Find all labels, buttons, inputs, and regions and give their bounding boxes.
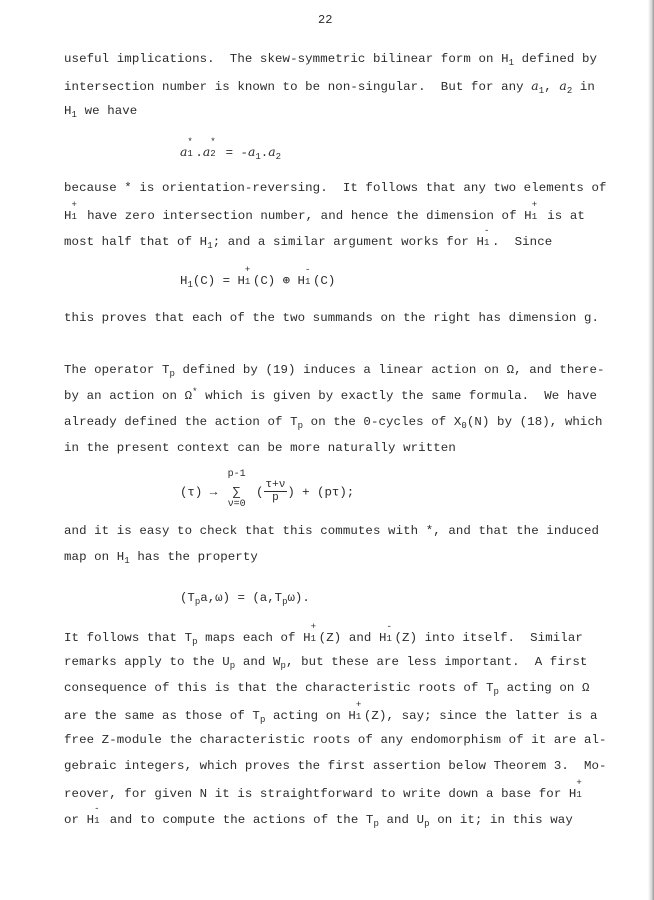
text-line: consequence of this is that the characteristic roots of $T_p$ acting on Ω [64,681,590,697]
summation-sign: p-1 ∑ ν=0 [227,469,246,511]
text-line: and it is easy to check that this commutes with *, and that the induced [64,524,600,538]
text-line: this proves that each of the two summands on the right has dimension g. [64,311,600,325]
text-line: most half that of $H_1$; and a similar argument works for H - 1 . Since [64,226,553,251]
text-line: intersection number is known to be non-singular. But for any $a_1$, $a_2$ in [64,78,595,96]
text-line: H + 1 have zero intersection number, and hence the dimension of H + 1 is at [64,200,585,223]
text-line: are the same as those of $T_p$ acting on H + 1 (Z), say; since the latter is a [64,700,598,725]
text-line: map on $H_1$ has the property [64,550,258,566]
text-line: reover, for given N it is straightforward to write down a base for H + 1 [64,778,582,801]
text-line: because * is orientation-reversing. It follows that any two elements of [64,181,607,195]
text-line: by an action on Ω* which is given by exactly the same formula. We have [64,387,598,403]
fraction: $\frac{\tau+\nu}{p}$ [265,479,286,504]
text-line: in the present context can be more naturally written [64,441,456,455]
text-line: useful implications. The skew-symmetric bilinear form on $H_1$ defined by [64,52,598,68]
text-line: already defined the action of $T_p$ on the 0-cycles of $X_0(N)$ by (18), which [64,415,603,431]
text-line: It follows that $T_p$ maps each of H + 1 (Z) and H - 1 (Z) into itself. Similar [64,622,583,647]
equation-decomposition: $H_1(C) = H$ + 1 (C) ⊕ H - 1 (C) [180,265,336,290]
text-line: or H - 1 and to compute the actions of the $T_p$ and $U_p$ on it; in this way [64,804,573,829]
page-number: 22 [318,13,333,27]
text-line: remarks apply to the $U_p$ and $W_p$, but these are less important. A first [64,655,588,671]
text-line: The operator $T_p$ defined by (19) induces a linear action on Ω, and there- [64,363,605,379]
equation-skew: a * 1 .a * 2 = $-a_1.a_2$ [180,137,281,162]
text-line: free Z-module the characteristic roots of any endomorphism of it are al- [64,733,607,747]
equation-adjoint: $(T_pa,\omega) = (a,T_p\omega)$. [180,591,310,607]
text-line: gebraic integers, which proves the first assertion below Theorem 3. Mo- [64,759,607,773]
page-edge-shadow [648,0,654,900]
text-line: $H_1$ we have [64,104,138,120]
equation-hecke-action: (τ) → p-1 ∑ ν=0 ( $\frac{\tau+\nu}{p}$ ) + (pτ); [180,469,355,511]
